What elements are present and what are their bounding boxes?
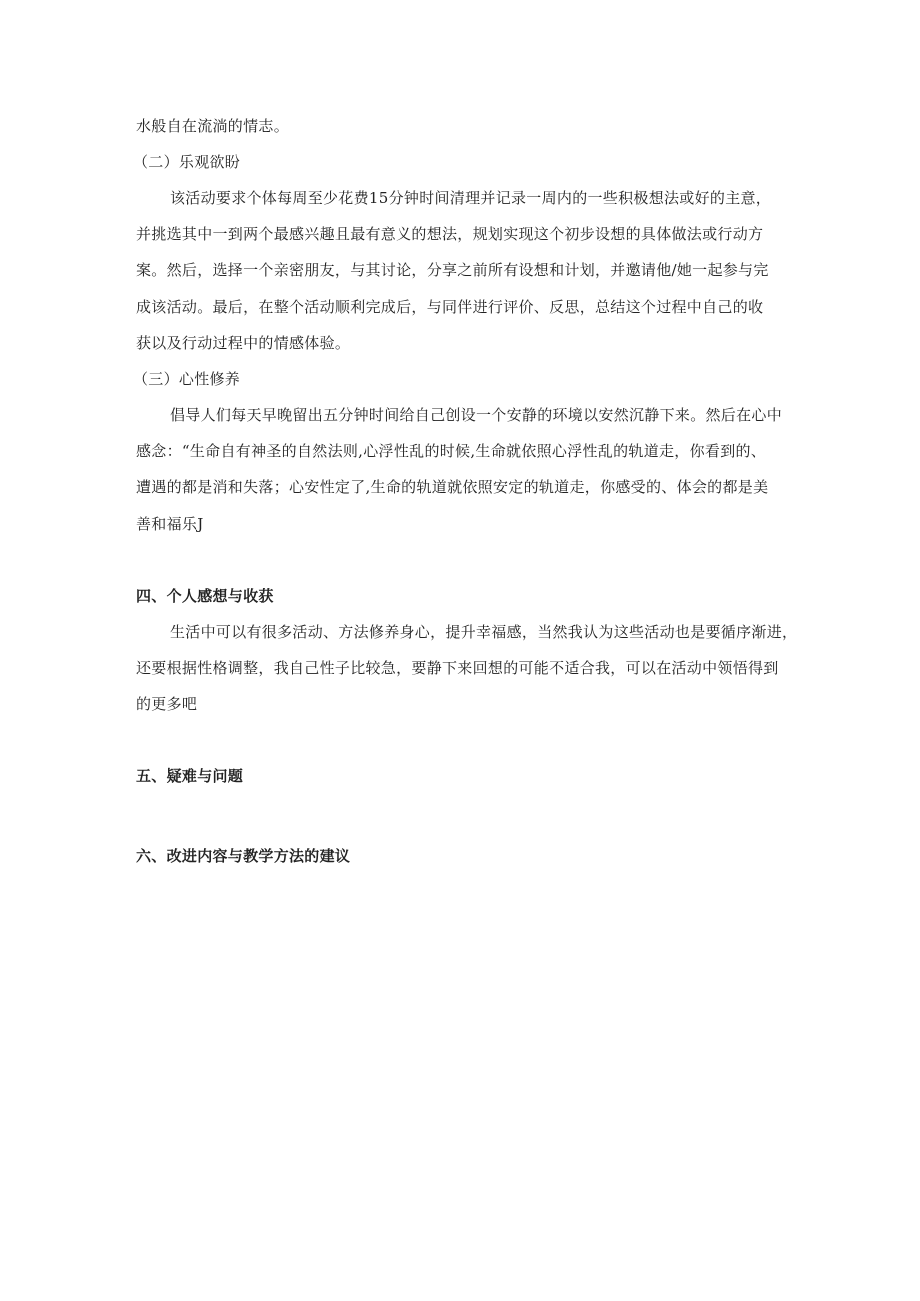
subsection-heading: （三）心性修养 [133, 370, 241, 388]
paragraph-line: 获以及行动过程中的情感体验。 [136, 334, 351, 352]
paragraph-line: 感念：“生命自有神圣的自然法则,心浮性乱的时候,生命就依照心浮性乱的轨道走，你看到的、 [136, 442, 767, 460]
section-heading: 四、个人感想与收获 [136, 587, 274, 605]
section-heading: 六、改进内容与教学方法的建议 [136, 847, 351, 865]
paragraph-line: 遭遇的都是消和失落；心安性定了,生命的轨道就依照安定的轨道走，你感受的、体会的都是美 [136, 478, 769, 496]
paragraph-line: 案。然后，选择一个亲密朋友，与其讨论，分享之前所有设想和计划，并邀请他/她一起参与完 [136, 261, 769, 279]
section-heading: 五、疑难与问题 [136, 767, 244, 785]
subsection-heading: （二）乐观欲盼 [133, 153, 241, 171]
paragraph-line: 生活中可以有很多活动、方法修养身心，提升幸福感，当然我认为这些活动也是要循序渐进， [170, 623, 798, 641]
paragraph-line: 倡导人们每天早晚留出五分钟时间给自己创设一个安静的环境以安然沉静下来。然后在心中 [170, 406, 783, 424]
paragraph-line: 的更多吧 [136, 695, 198, 713]
paragraph-line: 善和福乐J [136, 515, 204, 533]
paragraph-line: 还要根据性格调整，我自己性子比较急，要静下来回想的可能不适合我，可以在活动中领悟得到 [136, 659, 779, 677]
paragraph-line: 成该活动。最后，在整个活动顺利完成后，与同伴进行评价、反思，总结这个过程中自己的收 [136, 298, 764, 316]
paragraph-line: 水般自在流淌的情志。 [136, 117, 290, 135]
paragraph-line: 该活动要求个体每周至少花费15分钟时间清理并记录一周内的一些积极想法或好的主意， [170, 189, 772, 207]
paragraph-line: 并挑选其中一到两个最感兴趣且最有意义的想法，规划实现这个初步设想的具体做法或行动方 [136, 225, 764, 243]
